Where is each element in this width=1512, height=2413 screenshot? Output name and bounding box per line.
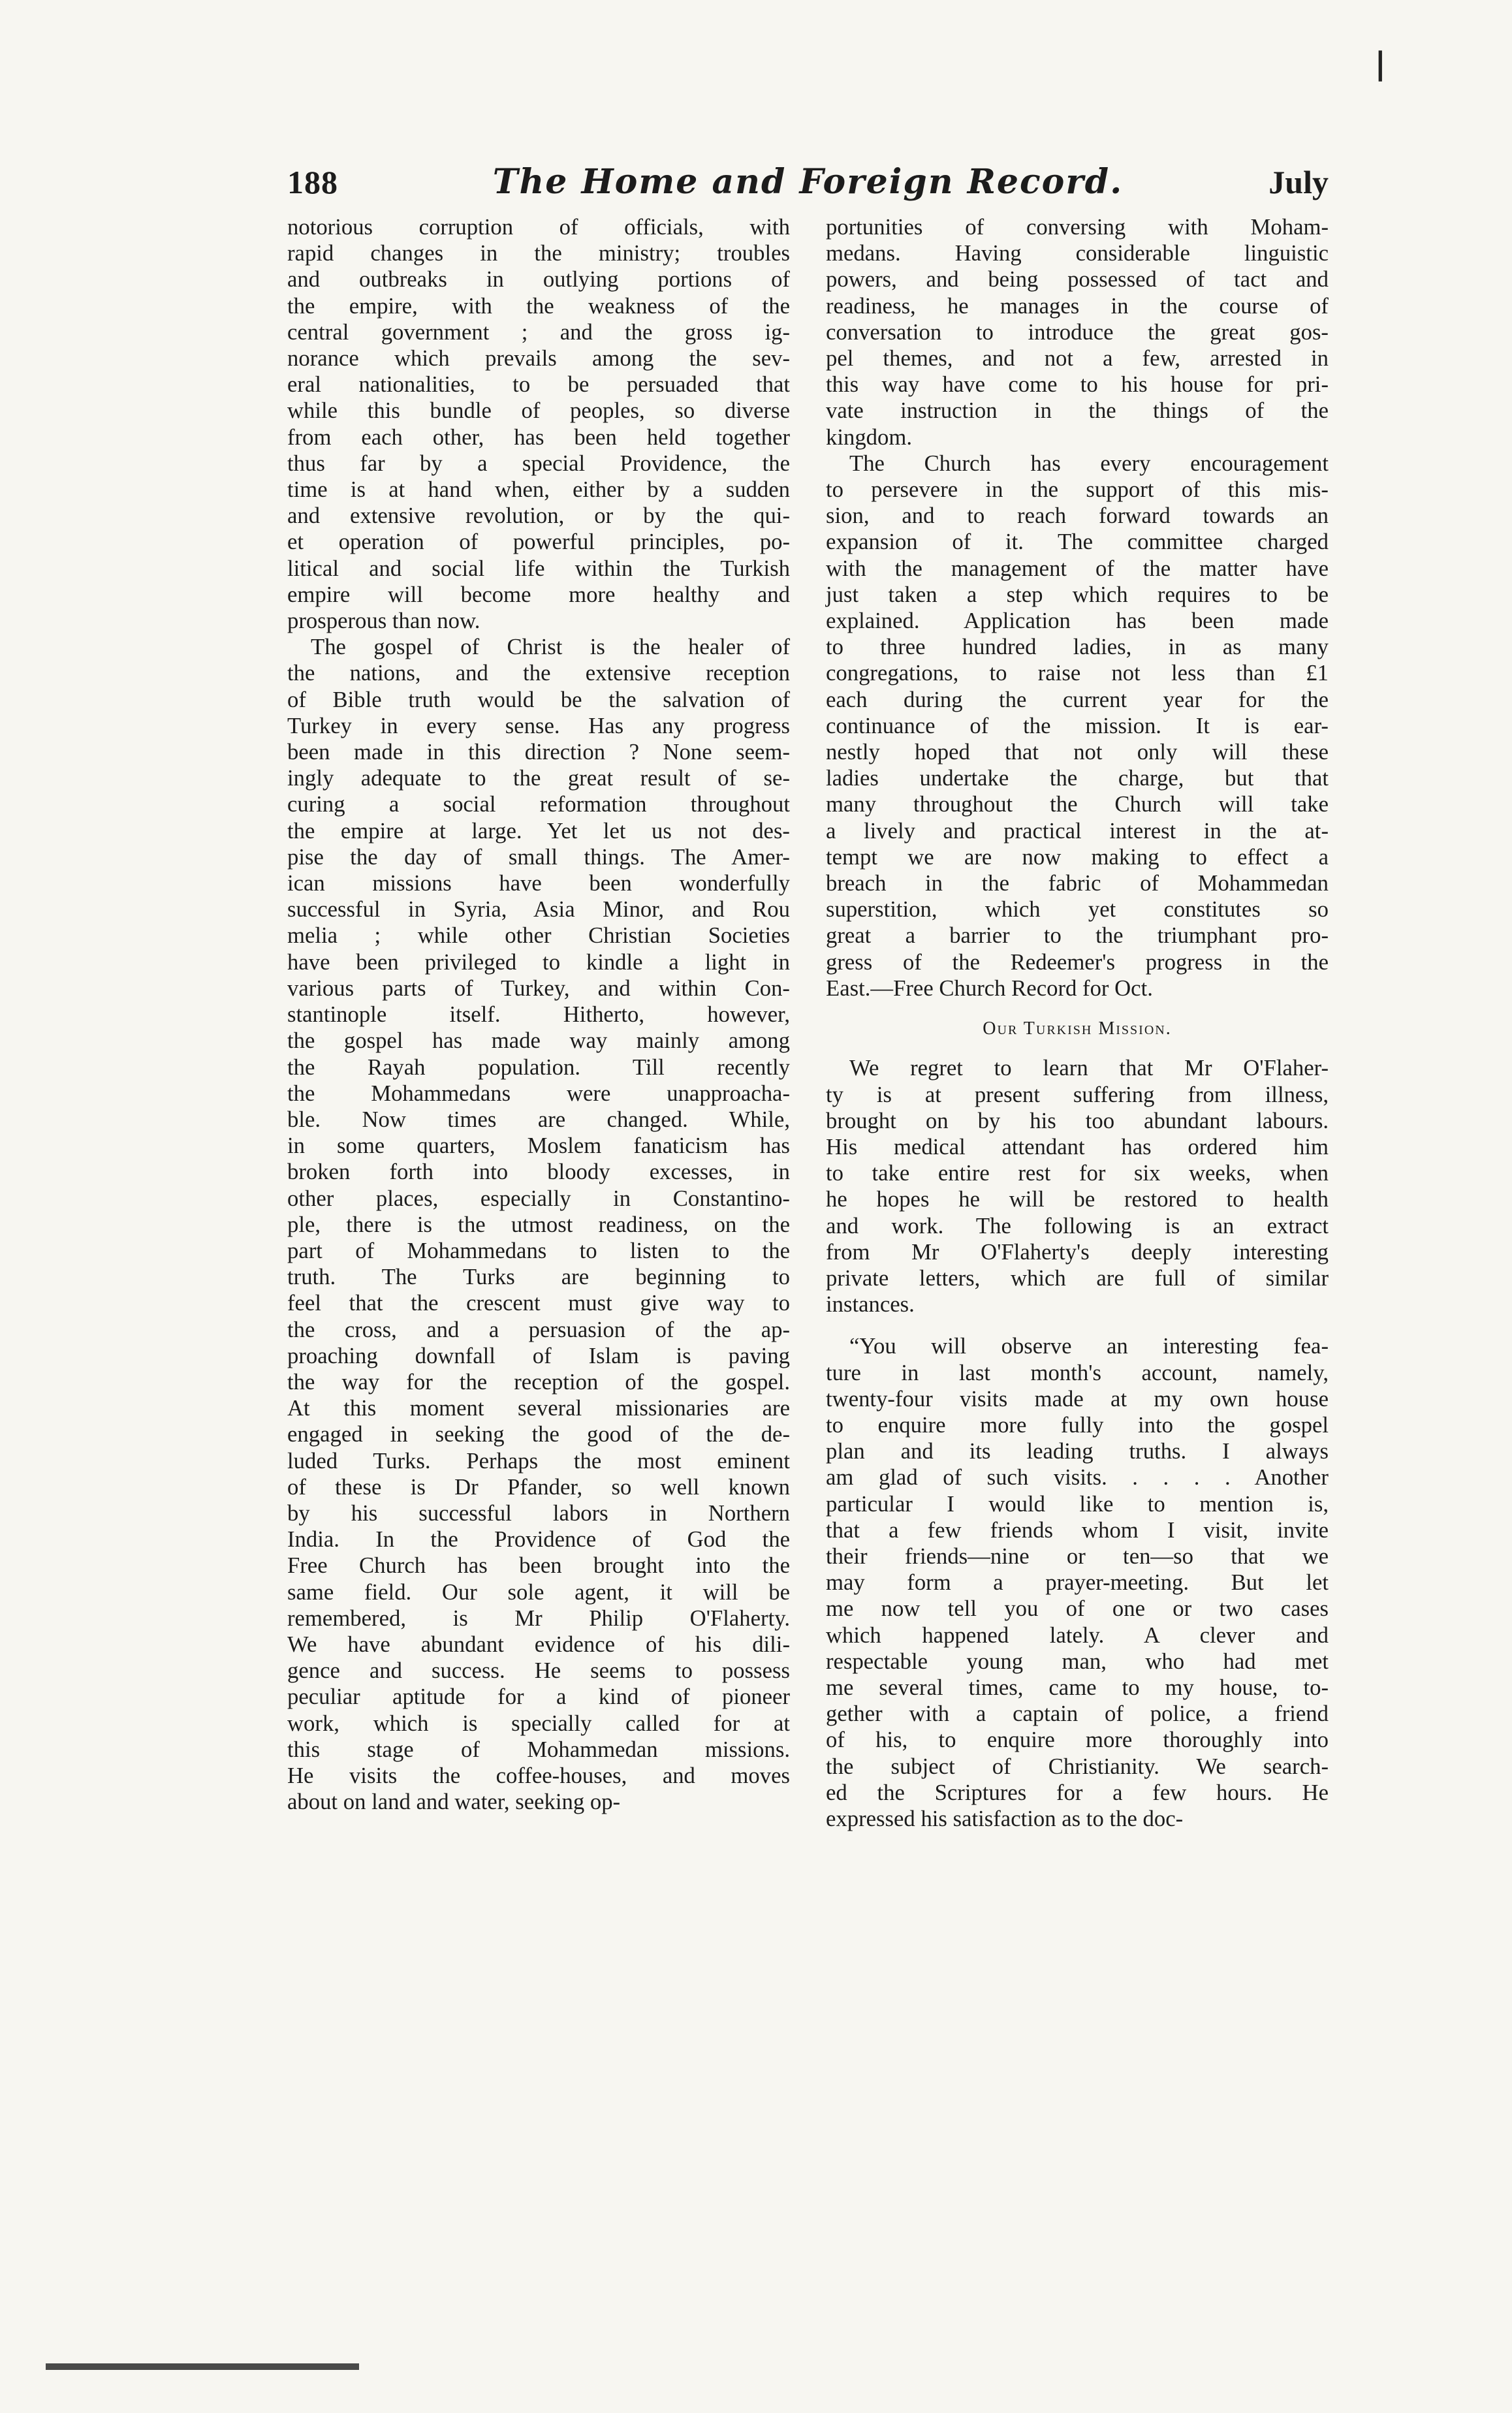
text-line: litical and social life within the Turkish — [287, 555, 790, 581]
text-line: vate instruction in the things of the — [826, 398, 1329, 424]
text-line: kingdom. — [826, 424, 913, 450]
text-line: conversation to introduce the great gos- — [826, 319, 1329, 345]
text-line: in some quarters, Moslem fanaticism has — [287, 1133, 790, 1159]
text-line: broken forth into bloody excesses, in — [287, 1159, 790, 1185]
text-line: pel themes, and not a few, arrested in — [826, 345, 1329, 371]
scan-edge-mark — [46, 2363, 359, 2370]
text-line: superstition, which yet constitutes so — [826, 896, 1329, 923]
text-line: His medical attendant has ordered him — [826, 1133, 1329, 1159]
text-line: of his, to enquire more thoroughly into — [826, 1727, 1329, 1753]
text-line: me several times, came to my house, to- — [826, 1674, 1329, 1700]
text-line: We regret to learn that Mr O'Flaher- — [849, 1055, 1329, 1081]
text-line: time is at hand when, either by a sudden — [287, 477, 790, 503]
text-line: ture in last month's account, namely, — [826, 1359, 1329, 1385]
text-line: the empire at large. Yet let us not des- — [287, 817, 790, 844]
paragraph — [826, 214, 1329, 450]
text-line: medans. Having considerable linguistic — [826, 240, 1329, 266]
text-line: central government ; and the gross ig- — [287, 319, 790, 345]
text-line: ican missions have been wonderfully — [287, 870, 790, 896]
text-line: luded Turks. Perhaps the most eminent — [287, 1447, 790, 1474]
text-line: East.—Free Church Record for Oct. — [826, 975, 1153, 1001]
text-line: the Rayah population. Till recently — [287, 1054, 790, 1080]
text-line: just taken a step which requires to be — [826, 581, 1329, 607]
text-line: private letters, which are full of similar — [826, 1265, 1329, 1291]
text-line: to enquire more fully into the gospel — [826, 1412, 1329, 1438]
text-line: gence and success. He seems to possess — [287, 1658, 790, 1684]
text-line: the nations, and the extensive reception — [287, 660, 790, 686]
text-line: notorious corruption of officials, with — [287, 214, 790, 240]
text-line: ty is at present suffering from illness, — [826, 1081, 1329, 1107]
text-line: from each other, has been held together — [287, 424, 790, 450]
text-line: continuance of the mission. It is ear- — [826, 712, 1329, 738]
text-line: successful in Syria, Asia Minor, and Rou — [287, 896, 790, 923]
text-line: a lively and practical interest in the at- — [826, 817, 1329, 844]
text-line: breach in the fabric of Mohammedan — [826, 870, 1329, 896]
text-line: the way for the reception of the gospel. — [287, 1368, 790, 1395]
text-line: He visits the coffee-houses, and moves — [287, 1762, 790, 1788]
text-line: tempt we are now making to effect a — [826, 844, 1329, 870]
text-line: and work. The following is an extract — [826, 1212, 1329, 1238]
text-line: India. In the Providence of God the — [287, 1526, 790, 1553]
text-line: expressed his satisfaction as to the doc- — [826, 1805, 1184, 1831]
text-line: about on land and water, seeking op- — [287, 1789, 621, 1815]
running-header — [287, 163, 1329, 215]
text-line: The Church has every encouragement — [849, 450, 1329, 476]
text-line: stantinople itself. Hitherto, however, — [287, 1001, 790, 1028]
text-line: prosperous than now. — [287, 608, 480, 634]
text-line: portunities of conversing with Moham- — [826, 214, 1329, 240]
text-line: that a few friends whom I visit, invite — [826, 1517, 1329, 1543]
text-line: and outbreaks in outlying portions of — [287, 266, 790, 292]
text-line: sion, and to reach forward towards an — [826, 503, 1329, 529]
text-line: pise the day of small things. The Amer- — [287, 844, 790, 870]
text-line: Free Church has been brought into the — [287, 1553, 790, 1579]
text-line: twenty-four visits made at my own house — [826, 1385, 1329, 1412]
text-line: ed the Scriptures for a few hours. He — [826, 1779, 1329, 1805]
text-line: et operation of powerful principles, po- — [287, 529, 790, 555]
paragraph-gap — [826, 1317, 1329, 1333]
text-line: many throughout the Church will take — [826, 791, 1329, 817]
text-line: powers, and being possessed of tact and — [826, 266, 1329, 292]
corner-ink-mark: ❘ — [1368, 47, 1393, 80]
text-line: been made in this direction ? None seem- — [287, 739, 790, 765]
text-line: while this bundle of peoples, so diverse — [287, 398, 790, 424]
paragraph — [826, 1055, 1329, 1317]
text-line: “You will observe an interesting fea- — [849, 1333, 1329, 1359]
text-line: ladies undertake the charge, but that — [826, 765, 1329, 791]
text-line: The gospel of Christ is the healer of — [311, 634, 790, 660]
text-line: respectable young man, who had met — [826, 1648, 1329, 1674]
text-line: of Bible truth would be the salvation of — [287, 686, 790, 712]
text-line: great a barrier to the triumphant pro- — [826, 923, 1329, 949]
text-line: and extensive revolution, or by the qui- — [287, 503, 790, 529]
text-line: various parts of Turkey, and within Con- — [287, 975, 790, 1001]
text-line: rapid changes in the ministry; troubles — [287, 240, 790, 266]
text-line: the cross, and a persuasion of the ap- — [287, 1316, 790, 1342]
text-line: he hopes he will be restored to health — [826, 1186, 1329, 1212]
text-line: engaged in seeking the good of the de- — [287, 1421, 790, 1447]
text-line: thus far by a special Providence, the — [287, 450, 790, 476]
left-column — [287, 214, 790, 1815]
paragraph — [826, 450, 1329, 1001]
text-line: to take entire rest for six weeks, when — [826, 1160, 1329, 1186]
text-line: gether with a captain of police, a friend — [826, 1701, 1329, 1727]
text-line: other places, especially in Constantino- — [287, 1185, 790, 1211]
text-line: particular I would like to mention is, — [826, 1490, 1329, 1517]
text-line: of these is Dr Pfander, so well known — [287, 1474, 790, 1500]
text-line: At this moment several missionaries are — [287, 1395, 790, 1421]
journal-title: The Home and Foreign Record. — [492, 162, 1124, 202]
text-line: the gospel has made way mainly among — [287, 1028, 790, 1054]
text-line: the empire, with the weakness of the — [287, 292, 790, 319]
text-line: same field. Our sole agent, it will be — [287, 1579, 790, 1605]
text-line: peculiar aptitude for a kind of pioneer — [287, 1684, 790, 1710]
text-line: explained. Application has been made — [826, 608, 1329, 634]
text-line: empire will become more healthy and — [287, 581, 790, 607]
text-line: instances. — [826, 1291, 915, 1317]
right-column — [826, 214, 1329, 1832]
text-line: part of Mohammedans to listen to the — [287, 1237, 790, 1263]
text-line: work, which is specially called for at — [287, 1710, 790, 1736]
section-heading: Our Turkish Mission. — [983, 1018, 1172, 1039]
text-line: may form a prayer-meeting. But let — [826, 1569, 1329, 1596]
text-line: which happened lately. A clever and — [826, 1622, 1329, 1648]
text-line: this stage of Mohammedan missions. — [287, 1736, 790, 1762]
text-line: have been privileged to kindle a light in — [287, 949, 790, 975]
text-line: with the management of the matter have — [826, 555, 1329, 581]
text-line: by his successful labors in Northern — [287, 1500, 790, 1526]
text-line: eral nationalities, to be persuaded that — [287, 371, 790, 398]
issue-month: July — [1268, 164, 1329, 200]
text-line: expansion of it. The committee charged — [826, 529, 1329, 555]
text-line: am glad of such visits. . . . . Another — [826, 1464, 1329, 1490]
text-line: melia ; while other Christian Societies — [287, 923, 790, 949]
text-line: ingly adequate to the great result of se- — [287, 765, 790, 791]
paragraph — [826, 1333, 1329, 1832]
text-line: ble. Now times are changed. While, — [287, 1106, 790, 1132]
text-line: from Mr O'Flaherty's deeply interesting — [826, 1238, 1329, 1265]
text-line: ple, there is the utmost readiness, on the — [287, 1211, 790, 1237]
text-line: to three hundred ladies, in as many — [826, 634, 1329, 660]
text-line: gress of the Redeemer's progress in the — [826, 949, 1329, 975]
text-line: their friends—nine or ten—so that we — [826, 1543, 1329, 1569]
text-line: We have abundant evidence of his dili- — [287, 1631, 790, 1657]
page-number: 188 — [287, 164, 338, 200]
text-line: norance which prevails among the sev- — [287, 345, 790, 371]
text-line: the Mohammedans were unapproacha- — [287, 1080, 790, 1106]
text-line: me now tell you of one or two cases — [826, 1596, 1329, 1622]
paragraph — [287, 214, 790, 634]
text-line: to persevere in the support of this mis- — [826, 477, 1329, 503]
text-line: proaching downfall of Islam is paving — [287, 1342, 790, 1368]
text-line: Turkey in every sense. Has any progress — [287, 712, 790, 738]
text-line: readiness, he manages in the course of — [826, 292, 1329, 319]
text-line: congregations, to raise not less than £1 — [826, 660, 1329, 686]
text-line: truth. The Turks are beginning to — [287, 1264, 790, 1290]
text-line: remembered, is Mr Philip O'Flaherty. — [287, 1605, 790, 1631]
text-line: curing a social reformation throughout — [287, 791, 790, 817]
text-line: nestly hoped that not only will these — [826, 739, 1329, 765]
text-line: brought on by his too abundant labours. — [826, 1107, 1329, 1133]
text-line: plan and its leading truths. I always — [826, 1438, 1329, 1464]
paragraph — [287, 634, 790, 1815]
text-line: the subject of Christianity. We search- — [826, 1753, 1329, 1779]
text-line: each during the current year for the — [826, 686, 1329, 712]
text-line: this way have come to his house for pri- — [826, 371, 1329, 398]
text-line: feel that the crescent must give way to — [287, 1290, 790, 1316]
